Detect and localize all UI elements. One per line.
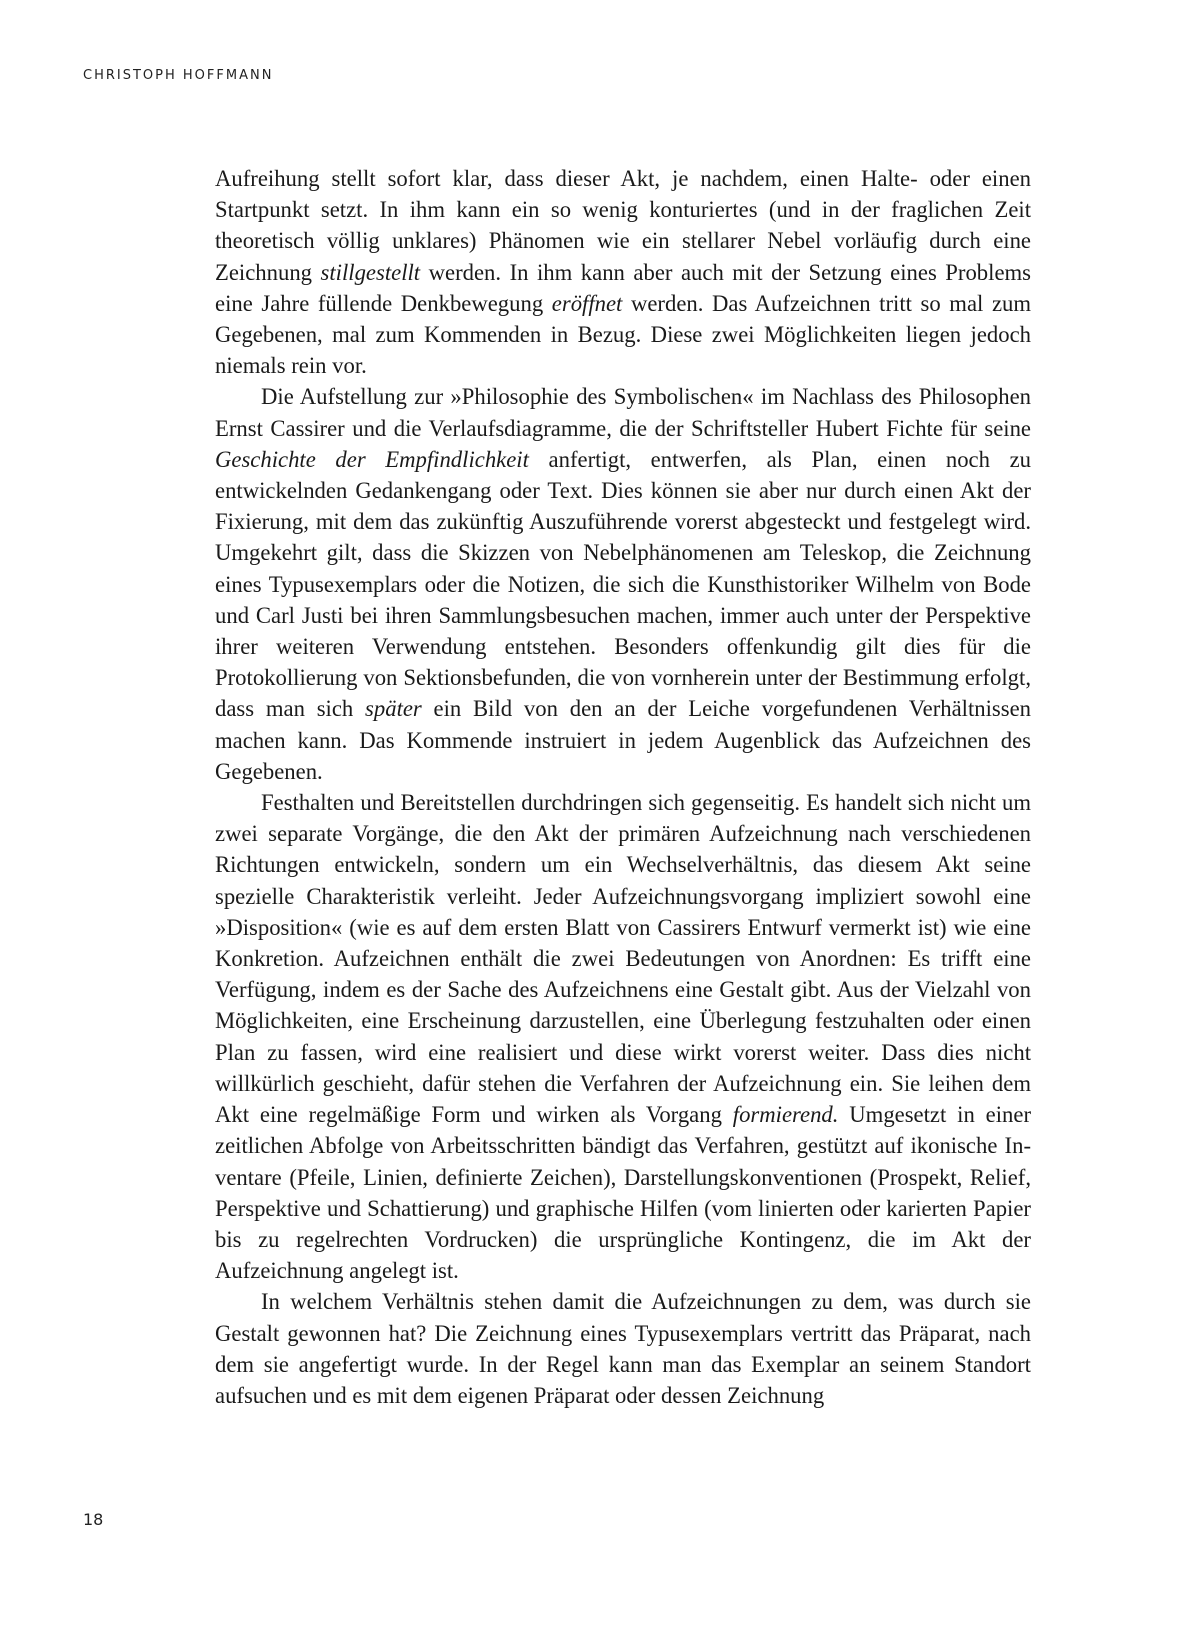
text-run: ein Bild von den an der Leiche vorgefundenen Verhältnissen machen kann. Das Kommende instruiert in jedem Augenblick das Aufzeichnen des Gegebenen. (215, 696, 1031, 784)
text-run: werden. Das Aufzeichnen tritt so mal zum Gegebenen, mal zum Kommenden in Bezug. Diese zwei Möglichkeiten liegen jedoch niemals rein vor. (215, 290, 1031, 379)
text-run: werden. In ihm kann aber auch mit der Setzung eines Problems eine Jahre füllende Denkbewegung (215, 259, 1031, 316)
text-run: Umgesetzt in einer zeitlichen Abfolge von Arbeitsschritten bändigt das Verfahren, gestützt auf ikonische Inventare (Pfeile, Linien, definierte Zeichen), Darstellungskonventionen (Prospekt, Relief, Perspektive und Schattierung) und graphische Hilfen (vom linierten oder karierten Papier bis zu regelrechten Vordrucken) die ursprüngliche Kontingenz, die im Akt der Aufzeichnung angelegt ist. (215, 1102, 1031, 1284)
text-run: anfertigt, entwerfen, als Plan, einen noch zu entwickelnden Gedankengang oder Text. Dies können sie aber nur durch einen Akt der Fixierung, mit dem das zukünftig Auszuführende vorerst abgesteckt und festgelegt wird. Umgekehrt gilt, dass die Skizzen von Nebelphänomenen am Teleskop, die Zeichnung eines Typusexemplars oder die Notizen, die sich die Kunsthistoriker Wilhelm von Bode und Carl Justi bei ihren Sammlungsbesuchen machen, immer auch unter der Perspektive ihrer weiteren Verwendung entstehen. Besonders offenkundig gilt dies für die Protokollierung von Sektionsbefunden, die von vornherein unter der Bestimmung erfolgt, dass man sich (215, 446, 1031, 722)
text-run: Aufreihung stellt sofort klar, dass dieser Akt, je nachdem, einen Halte- oder einen Startpunkt setzt. In ihm kann ein so wenig konturiertes (und in der fraglichen Zeit theoretisch völlig unklares) Phänomen wie ein stellarer Nebel vorläufig durch eine Zeichnung (215, 166, 1031, 285)
italic-text: stillgestellt (320, 259, 421, 285)
body-text (215, 163, 1031, 1411)
paragraph (215, 1286, 1031, 1411)
paragraph (215, 163, 1031, 381)
text-run: Die Aufstellung zur »Philosophie des Symbolischen« im Nachlass des Philosophen Ernst Cassirer und die Verlaufsdiagramme, die der Schriftsteller Hubert Fichte für seine (215, 384, 1031, 441)
italic-text: Geschichte der Empfindlichkeit (215, 446, 529, 472)
italic-text: eröffnet (551, 290, 623, 316)
paragraph (215, 381, 1031, 787)
paragraph (215, 787, 1031, 1286)
text-run: Festhalten und Bereitstellen durchdringen sich gegenseitig. Es handelt sich nicht um zwei separate Vorgänge, die den Akt der primären Aufzeichnung nach verschiedenen Richtungen entwickeln, sondern um ein Wechselverhältnis, das diesem Akt seine spezielle Charakteristik verleiht. Jeder Aufzeichnungsvorgang impliziert sowohl eine »Disposition« (wie es auf dem ersten Blatt von Cassirers Entwurf vermerkt ist) wie eine Konkretion. Aufzeichnen enthält die zwei Bedeutungen von Anordnen: Es trifft eine Verfügung, indem es der Sache des Aufzeichnens eine Gestalt gibt. Aus der Vielzahl von Möglichkeiten, eine Erscheinung darzustellen, eine Überlegung festzuhalten oder einen Plan zu fassen, wird eine realisiert und diese wirkt vorerst weiter. Dass dies nicht willkürlich geschieht, dafür stehen die Verfahren der Aufzeichnung ein. Sie leihen dem Akt eine regelmäßige Form und wirken als Vorgang (215, 790, 1031, 1128)
page-number: 18 (83, 1510, 104, 1529)
italic-text: formierend. (732, 1102, 839, 1128)
italic-text: später (365, 696, 422, 722)
text-run: In welchem Verhältnis stehen damit die Aufzeichnungen zu dem, was durch sie Gestalt gewonnen hat? Die Zeichnung eines Typusexemplars vertritt das Präparat, nach dem sie angefertigt wurde. In der Regel kann man das Exemplar an seinem Standort aufsuchen und es mit dem eigenen Präparat oder dessen Zeichnung (215, 1289, 1031, 1408)
running-head: CHRISTOPH HOFFMANN (83, 68, 274, 83)
